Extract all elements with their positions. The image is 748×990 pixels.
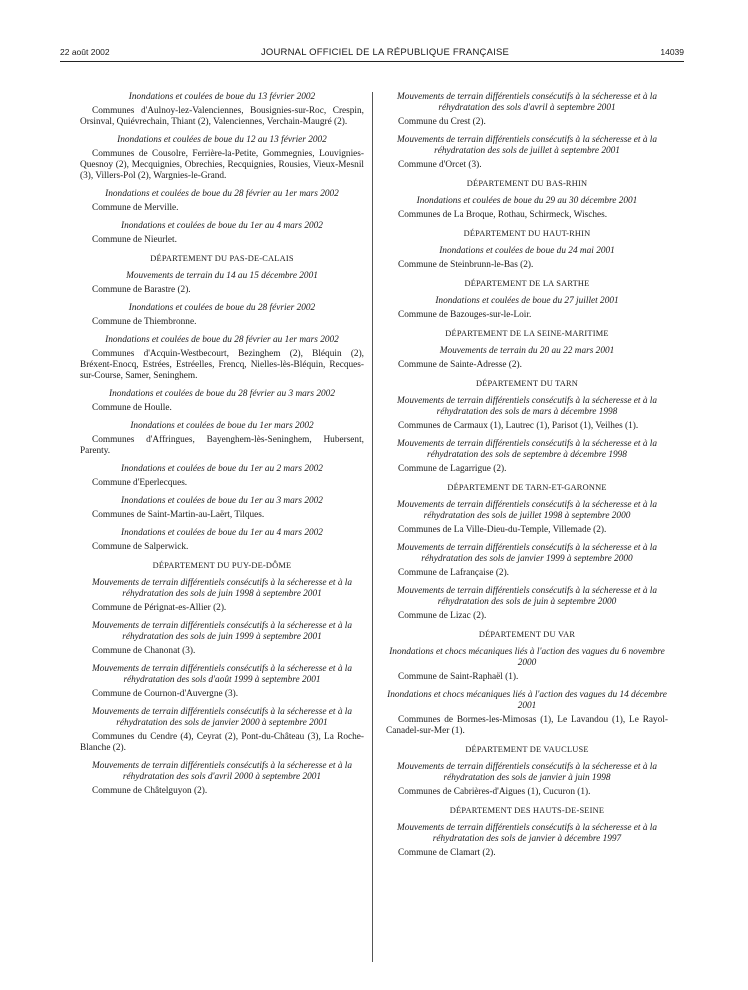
right-column [386,92,668,866]
decree-entry [80,528,364,553]
decree-entry [80,664,364,700]
entry-title: Inondations et coulées de boue du 27 juillet 2001 [435,296,619,306]
entry-communes: Commune de Merville. [92,203,179,213]
entry-title: Mouvements de terrain différentiels consécutifs à la sécheresse et à la réhydratation des sols de mars à décembre 1998 [396,396,658,417]
entry-title: Mouvements de terrain différentiels consécutifs à la sécheresse et à la réhydratation des sols d'août 1999 à septembre 2001 [91,664,353,685]
entry-communes: Commune de Houlle. [92,403,172,413]
decree-entry [386,92,668,128]
entry-communes: Communes d'Affringues, Bayenghem-lès-Seninghem, Hubersent, Parenty. [80,435,364,456]
entry-communes: Commune de Barastre (2). [92,285,191,295]
entry-title: Inondations et coulées de boue du 28 février au 1er mars 2002 [105,189,339,199]
entry-communes: Commune de Châtelguyon (2). [92,786,208,796]
entry-title: Inondations et chocs mécaniques liés à l'action des vagues du 14 décembre 2001 [387,690,667,711]
decree-entry [386,135,668,171]
entry-title: Mouvements de terrain différentiels consécutifs à la sécheresse et à la réhydratation des sols de juillet 1998 à septembre 2000 [396,500,658,521]
entry-title: Mouvements de terrain différentiels consécutifs à la sécheresse et à la réhydratation des sols d'avril à septembre 2001 [396,92,658,113]
entry-title: Inondations et coulées de boue du 1er au 2 mars 2002 [121,464,323,474]
decree-entry [80,271,364,296]
entry-title: Inondations et coulées de boue du 1er au 4 mars 2002 [121,221,323,231]
entry-communes: Communes de La Ville-Dieu-du-Temple, Villemade (2). [398,525,607,535]
department-heading: DÉPARTEMENT DU TARN [475,379,579,388]
decree-entry [386,762,668,798]
entry-communes: Commune de Lizac (2). [398,611,487,621]
left-column [80,92,364,804]
decree-entry [386,690,668,737]
decree-entry [386,346,668,371]
entry-communes: Commune de Clamart (2). [398,848,496,858]
entry-title: Mouvements de terrain différentiels consécutifs à la sécheresse et à la réhydratation des sols de juin 1998 à septembre 2001 [91,578,353,599]
entry-title: Mouvements de terrain différentiels consécutifs à la sécheresse et à la réhydratation des sols de janvier à juin 1998 [396,762,658,783]
entry-communes: Commune de Lafrançaise (2). [398,568,509,578]
decree-entry [386,586,668,622]
decree-entry [80,135,364,182]
decree-entry [80,303,364,328]
entry-communes: Communes d'Aulnoy-lez-Valenciennes, Bousignies-sur-Roc, Crespin, Orsinval, Quiévrechain, Thiant (2), Valenciennes, Verchain-Maugré (2). [80,106,364,127]
entry-communes: Commune de Steinbrunn-le-Bas (2). [398,260,534,270]
department-heading: DÉPARTEMENT DU BAS-RHIN [466,179,588,188]
entry-title: Mouvements de terrain différentiels consécutifs à la sécheresse et à la réhydratation des sols de juin à septembre 2000 [396,586,658,607]
entry-communes: Commune de Saint-Raphaël (1). [398,672,519,682]
entry-title: Mouvements de terrain différentiels consécutifs à la sécheresse et à la réhydratation des sols de janvier 2000 à septembre 2001 [91,707,353,728]
department-heading: DÉPARTEMENT DU PUY-DE-DÔME [152,561,292,570]
entry-title: Inondations et coulées de boue du 28 février au 1er mars 2002 [105,335,339,345]
entry-communes: Commune de Chanonat (3). [92,646,196,656]
entry-communes: Commune de Salperwick. [92,542,189,552]
decree-entry [386,543,668,579]
decree-entry [386,500,668,536]
entry-title: Inondations et coulées de boue du 28 février 2002 [128,303,316,313]
entry-title: Inondations et coulées de boue du 1er au 4 mars 2002 [121,528,323,538]
department-heading: DÉPARTEMENT DES HAUTS-DE-SEINE [449,806,605,815]
entry-communes: Commune de Nieurlet. [92,235,177,245]
entry-title: Mouvements de terrain différentiels consécutifs à la sécheresse et à la réhydratation des sols de juin 1999 à septembre 2001 [91,621,353,642]
entry-communes: Commune du Crest (2). [398,117,486,127]
entry-title: Inondations et coulées de boue du 29 au 30 décembre 2001 [416,196,638,206]
decree-entry [80,621,364,657]
decree-entry [80,707,364,754]
decree-entry [80,464,364,489]
entry-communes: Communes de Cabrières-d'Aigues (1), Cucuron (1). [398,787,591,797]
decree-entry [80,335,364,382]
decree-entry [80,389,364,414]
entry-communes: Commune d'Eperlecques. [92,478,188,488]
decree-entry [386,196,668,221]
decree-entry [80,421,364,457]
decree-entry [80,761,364,797]
entry-title: Inondations et coulées de boue du 1er au 3 mars 2002 [121,496,323,506]
department-heading: DÉPARTEMENT DU VAR [478,630,576,639]
entry-title: Inondations et coulées de boue du 28 février au 3 mars 2002 [109,389,335,399]
decree-entry [80,496,364,521]
journal-title: JOURNAL OFFICIEL DE LA RÉPUBLIQUE FRANÇAISE [260,46,510,58]
header-rule [60,61,684,62]
department-heading: DÉPARTEMENT DE LA SARTHE [464,279,590,288]
entry-title: Mouvements de terrain différentiels consécutifs à la sécheresse et à la réhydratation des sols d'avril 2000 à septembre 2001 [91,761,353,782]
decree-entry [386,296,668,321]
page-header [60,45,684,59]
entry-communes: Communes de Bormes-les-Mimosas (1), Le Lavandou (1), Le Rayol-Canadel-sur-Mer (1). [386,715,668,736]
entry-communes: Commune de Sainte-Adresse (2). [398,360,522,370]
entry-title: Mouvements de terrain différentiels consécutifs à la sécheresse et à la réhydratation des sols de juillet à septembre 2001 [396,135,658,156]
decree-entry [80,92,364,128]
entry-title: Mouvements de terrain différentiels consécutifs à la sécheresse et à la réhydratation des sols de janvier à décembre 1997 [396,823,658,844]
entry-title: Mouvements de terrain du 20 au 22 mars 2001 [439,346,615,356]
entry-title: Inondations et coulées de boue du 13 février 2002 [128,92,316,102]
department-heading: DÉPARTEMENT DE TARN-ET-GARONNE [447,483,607,492]
department-heading: DÉPARTEMENT DE LA SEINE-MARITIME [445,329,609,338]
decree-entry [386,439,668,475]
department-heading: DÉPARTEMENT DE VAUCLUSE [465,745,589,754]
entry-communes: Communes de Cousolre, Ferrière-la-Petite, Gommegnies, Louvignies-Quesnoy (2), Mecquignies, Obrechies, Recquignies, Rousies, Vieux-Mesnil (3), Villers-Pol (2), Wargnies-le-Grand. [80,149,364,181]
entry-communes: Commune de Cournon-d'Auvergne (3). [92,689,239,699]
entry-communes: Commune de Thiembronne. [92,317,197,327]
entry-communes: Commune d'Orcet (3). [398,160,482,170]
decree-entry [386,647,668,683]
decree-entry [386,396,668,432]
entry-communes: Communes du Cendre (4), Ceyrat (2), Pont-du-Château (3), La Roche-Blanche (2). [80,732,364,753]
decree-entry [80,578,364,614]
entry-title: Inondations et chocs mécaniques liés à l'action des vagues du 6 novembre 2000 [389,647,665,668]
decree-entry [80,189,364,214]
header-date: 22 août 2002 [60,47,110,57]
entry-communes: Commune de Bazouges-sur-le-Loir. [398,310,532,320]
entry-communes: Communes d'Acquin-Westbecourt, Bezinghem (2), Bléquin (2), Bréxent-Enocq, Estrées, Estréelles, Frencq, Nielles-lès-Bléquin, Recques-sur-Course, Samer, Seninghem. [80,349,364,381]
entry-communes: Commune de Lagarrigue (2). [398,464,507,474]
column-divider [372,92,373,962]
entry-title: Mouvements de terrain du 14 au 15 décembre 2001 [126,271,318,281]
decree-entry [386,246,668,271]
department-heading: DÉPARTEMENT DU HAUT-RHIN [463,229,591,238]
entry-title: Inondations et coulées de boue du 12 au 13 février 2002 [117,135,327,145]
page-number: 14039 [660,47,684,57]
entry-title: Inondations et coulées de boue du 1er mars 2002 [130,421,314,431]
entry-communes: Commune de Pérignat-es-Allier (2). [92,603,227,613]
entry-title: Inondations et coulées de boue du 24 mai 2001 [439,246,615,256]
entry-communes: Communes de La Broque, Rothau, Schirmeck, Wisches. [398,210,608,220]
decree-entry [386,823,668,859]
entry-title: Mouvements de terrain différentiels consécutifs à la sécheresse et à la réhydratation des sols de janvier 1999 à septembre 2000 [396,543,658,564]
entry-communes: Communes de Carmaux (1), Lautrec (1), Parisot (1), Veilhes (1). [398,421,639,431]
entry-title: Mouvements de terrain différentiels consécutifs à la sécheresse et à la réhydratation des sols de septembre à décembre 1998 [396,439,658,460]
department-heading: DÉPARTEMENT DU PAS-DE-CALAIS [150,254,294,263]
entry-communes: Communes de Saint-Martin-au-Laërt, Tilques. [92,510,265,520]
decree-entry [80,221,364,246]
